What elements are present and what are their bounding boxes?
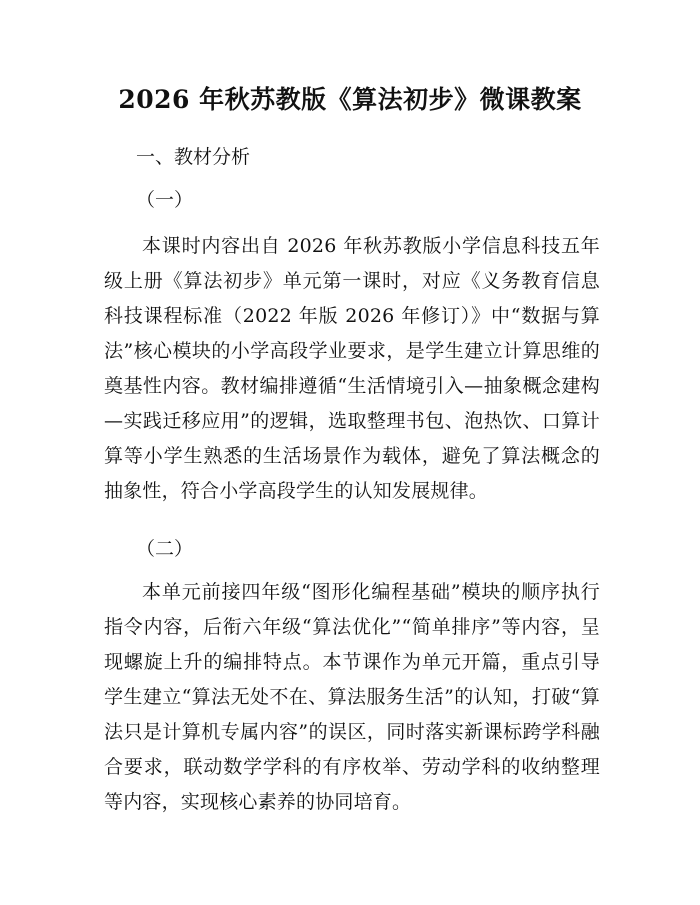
subsection-label-1: （一）	[136, 189, 194, 211]
paragraph-2: 本单元前接四年级“图形化编程基础”模块的顺序执行指令内容，后衔六年级“算法优化”“简单排序”等内容，呈现螺旋上升的编排特点。本节课作为单元开篇，重点引导学生建立“算法无处不在、算法服务生活”的认知，打破“算法只是计算机专属内容”的误区，同时落实新课标跨学科融合要求，联动数学学科的有序枚举、劳动学科的收纳整理等内容，实现核心素养的协同培育。	[104, 581, 600, 813]
section-heading: 一、教材分析	[136, 146, 251, 168]
document-title: 2026 年秋苏教版《算法初步》微课教案	[118, 85, 582, 114]
subsection-label-2: （二）	[136, 538, 194, 560]
paragraph-1: 本课时内容出自 2026 年秋苏教版小学信息科技五年级上册《算法初步》单元第一课时，对应《义务教育信息科技课程标准（2022 年版 2026 年修订）》中“数据与算法”核心模块的小学高段学业要求，是学生建立计算思维的奠基性内容。教材编排遵循“生活情境引入—抽象概念建构—实践迁移应用”的逻辑，选取整理书包、泡热饮、口算计算等小学生熟悉的生活场景作为载体，避免了算法概念的抽象性，符合小学高段学生的认知发展规律。	[104, 235, 600, 502]
